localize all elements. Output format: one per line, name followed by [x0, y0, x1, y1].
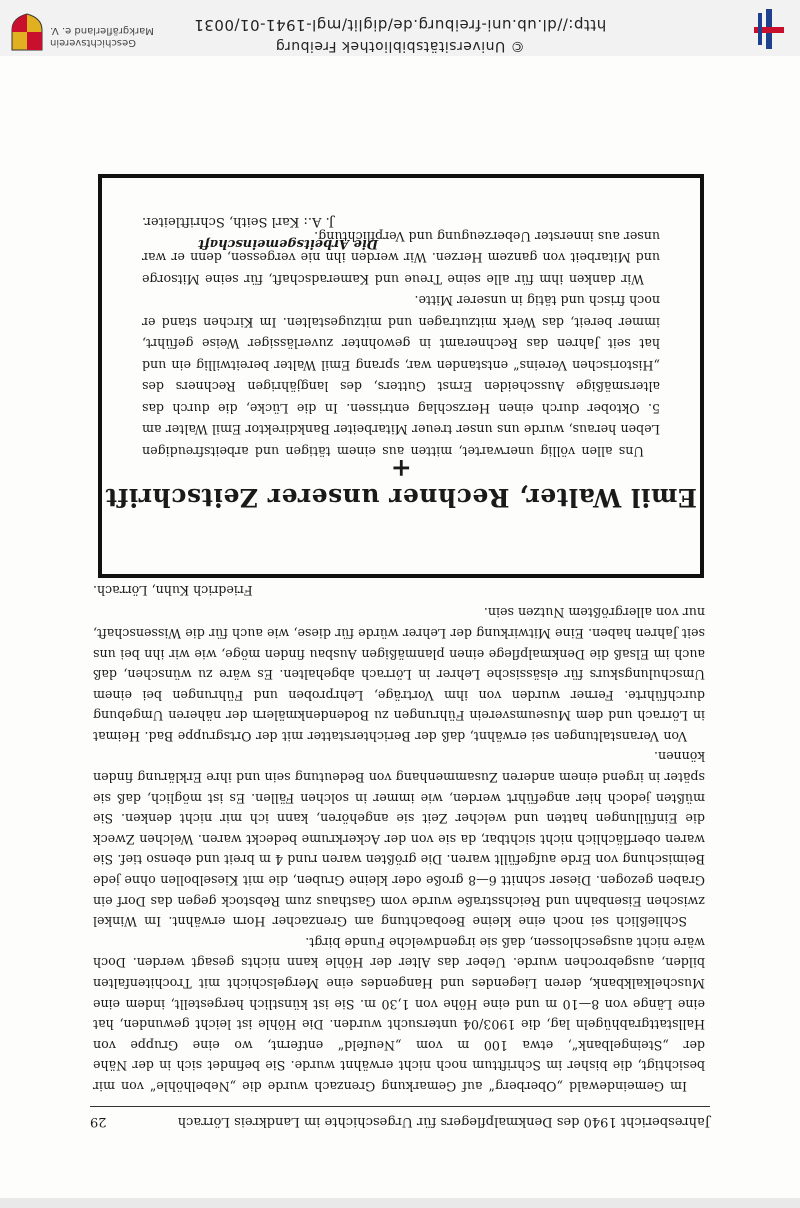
running-head-title: Jahresbericht 1940 des Denkmalpflegers für Urgeschichte im Landkreis Lörrach	[177, 1114, 710, 1129]
obituary-org: Die Arbeitsgemeinschaft	[198, 236, 379, 251]
library-logo-icon	[744, 5, 792, 53]
running-head	[90, 1106, 710, 1129]
obituary-paragraph: Wir danken ihm für alle seine Treue und Kameradschaft, für seine Mitsorge und Mitarbeit von ganzem Herzen. Wir werden ihn nie vergessen, denn er war unser aus innerster Ueberzeugung und Verpflichtung.	[142, 229, 660, 287]
library-banner	[0, 0, 800, 56]
article-paragraph: Im Gemeindewald „Oberberg“ auf Gemarkung Grenzach wurde die „Nebelhöhle“ von mir besichtigt, die bisher im Schrifttum noch nicht erwähnt wurde. Sie befindet sich in der Nähe der „Steingelbank“, etwa 100 m vom „Neufeld“ entfernt, wo eine Gruppe von Hallstattgrabhügeln lag, die 1903/04 untersucht wurden. Die Höhle ist leicht gewunden, hat eine Länge von 8—10 m und eine Höhe von 1,30 m. Sie ist künstlich hergestellt, indem eine Muschelkalkbank, deren Liegendes und Hangendes eine Mergelschicht mit Trochitenfalten bilden, ausgebrochen wurde. Ueber das Alter der Höhle kann nichts gesagt werden. Doch wäre nicht ausgeschlossen, daß sie irgendwelche Funde birgt.	[93, 934, 705, 1094]
page-number: 29	[90, 1114, 107, 1129]
article-paragraph: Von Veranstaltungen sei erwähnt, daß der Berichterstatter mit der Ortsgruppe Bad. Heimat in Lörrach und dem Museumsverein Führungen zu Bodendenkmälern der näheren Umgebung durchführte. Ferner wurden von ihm Vorträge, Lehrproben und Führungen bei einem Umschulungskurs für elsässische Lehrer in Lörrach abgehalten. Es wäre zu wünschen, daß auch im Elsaß die Denkmalpflege einen planmäßigen Ausbau finden möge, wie wir ihn bei uns seit Jahren haben. Eine Mitwirkung der Lehrer würde für diese, wie auch für die Wissenschaft, nur von allergrößtem Nutzen sein.	[93, 605, 705, 744]
footer-strip	[0, 1198, 800, 1208]
banner-text	[60, 16, 740, 54]
obituary-paragraph: Uns allen völlig unerwartet, mitten aus einem tätigen und arbeitsfreudigen Leben heraus, wurde uns unser treuer Mitarbeiter Bankdirektor Emil Walter am 5. Oktober durch einen Herzschlag entrissen. In die Lücke, die durch das altersmäßige Ausscheiden Ernst Gutters, des langjährigen Rechners des „Historischen Vereins“ entstanden war, sprang Emil Walter bereitwillig ein und hat seit Jahren das Rechneramt in gewohnter zuverlässiger Weise geführt, immer bereit, das Werk mitzutragen und mitzugestalten. Im Kirchen stand er noch frisch und tätig in unserer Mitte.	[142, 293, 660, 459]
obituary-signature	[142, 210, 660, 254]
article-paragraph: Schließlich sei noch eine kleine Beobachtung am Grenzacher Horn erwähnt. Im Winkel zwischen Eisenbahn und Reichsstraße wurde vom Gasthaus zum Rebstock gegen das Dorf ein Graben gezogen. Dieser schnitt 6—8 große oder kleine Gruben, die mit Kieselbollen ohne jede Beimischung von Erde aufgefüllt waren. Die größten waren rund 4 m breit und ebenso tief. Sie waren oberflächlich nicht sichtbar, da sie von der Ackerkrume bedeckt waren. Welchen Zweck die Einfüllungen hatten und welcher Zeit sie angehören, kann ich mir nicht denken. Sie müßten jedoch hier angeführt werden, wie immer in solchen Fällen. Es ist möglich, daß sie später in irgend einem anderen Zusammenhang von Bedeutung sein und ihre Erklärung finden können.	[93, 749, 705, 930]
obituary-box	[98, 174, 704, 578]
badge-line2: Markgräflerland e. V.	[50, 25, 154, 36]
article-signature: Friedrich Kuhn, Lörrach.	[93, 582, 253, 598]
obituary-text	[142, 226, 660, 463]
obituary-signer: J. A.: Karl Seith, Schriftleiter.	[142, 214, 334, 229]
coat-of-arms-icon	[10, 12, 44, 52]
url-link[interactable]: http://dl.ub.uni-freiburg.de/diglit/mgl-1941-01/0031	[193, 16, 607, 34]
copyright-line: © Universitätsbibliothek Freiburg	[275, 38, 525, 54]
obituary-title: Emil Walter, Rechner unserer Zeitschrift +	[105, 454, 697, 512]
badge-line1: Geschichtsverein	[50, 37, 136, 48]
article-body	[93, 579, 705, 1096]
